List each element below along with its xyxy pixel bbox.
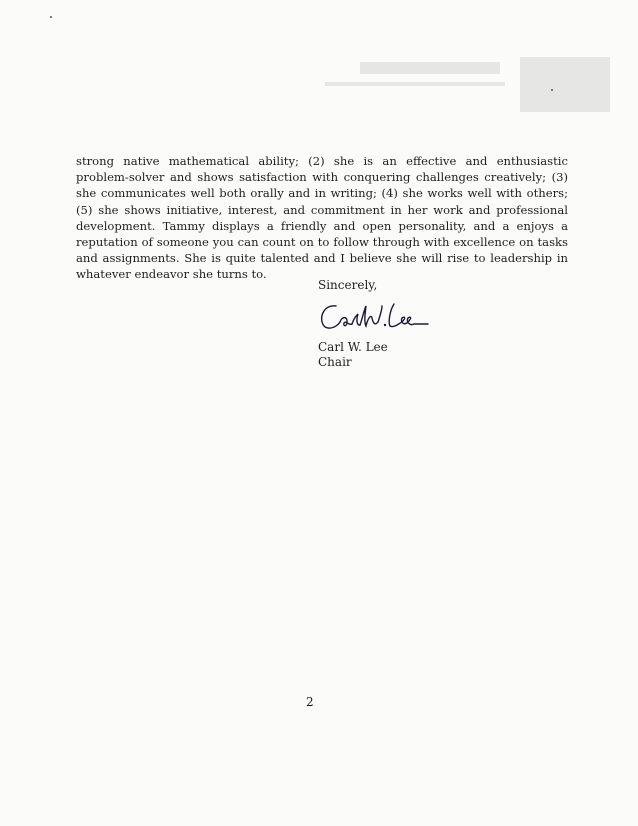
watermark-graphic [320, 52, 620, 122]
scan-speck [551, 89, 553, 91]
signature-graphic [316, 296, 431, 334]
letterhead-watermark [320, 52, 620, 122]
scan-speck [50, 16, 52, 18]
signer-name: Carl W. Lee [318, 340, 388, 354]
letter-closing: Sincerely, [318, 278, 378, 292]
letter-body-paragraph: strong native mathematical ability; (2) she is an effective and enthusiastic problem-solver and shows satisfaction with conquering challenges creatively; (3) she communicates well both orally and in writing; (4) she works well with others; (5) she shows initiative, interest, and commitment in her work and professional development. Tammy displays a friendly and open personality, and a enjoys a reputation of someone you can count on to follow through with excellence on tasks and assignments. She is quite talented and I believe she will rise to leadership in whatever endeavor she turns to. [76, 154, 568, 282]
handwritten-signature [316, 296, 431, 334]
signer-title: Chair [318, 355, 352, 369]
page-number: 2 [306, 695, 314, 709]
